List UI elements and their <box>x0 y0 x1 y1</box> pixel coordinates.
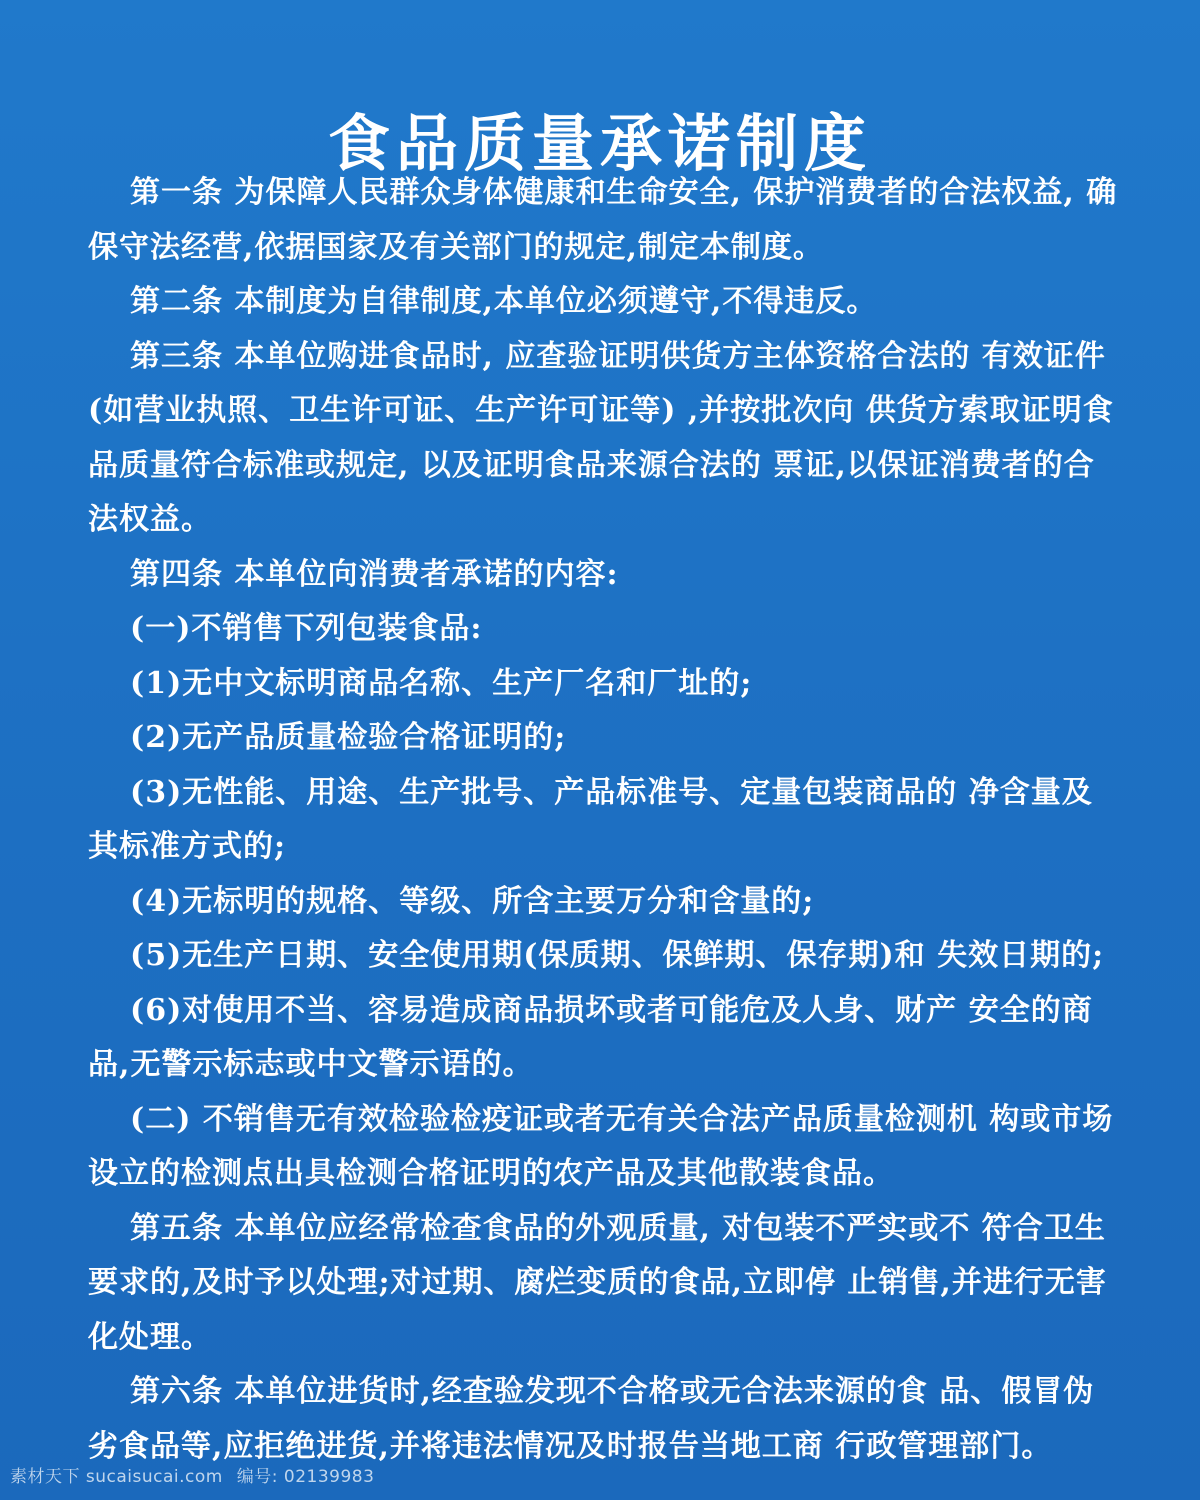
article-3: 第三条 本单位购进食品时, 应查验证明供货方主体资格合法的 有效证件(如营业执照、卫生许可证、生产许可证等) ,并按批次向 供货方索取证明食品质量符合标准或规定, 以及证明食品来源合法的 票证,以保证消费者的合法权益。 <box>88 338 1114 537</box>
watermark <box>10 1462 382 1487</box>
list-item: (2)无产品质量检验合格证明的; <box>130 720 567 755</box>
article-2: 第二条 本制度为自律制度,本单位必须遵守,不得违反。 <box>130 284 878 319</box>
article-4: 第四条 本单位向消费者承诺的内容: <box>130 556 619 592</box>
list-item: (1)无中文标明商品名称、生产厂名和厂址的; <box>130 665 753 701</box>
watermark-site: 素材天下 sucaisucai.com <box>10 1467 223 1487</box>
article-5: 第五条 本单位应经常检查食品的外观质量, 对包装不严实或不 符合卫生要求的,及时予以处理;对过期、腐烂变质的食品,立即停 止销售,并进行无害化处理。 <box>88 1210 1107 1355</box>
page-title: 食品质量承诺制度 <box>327 106 872 180</box>
article-6: 第六条 本单位进货时,经查验发现不合格或无合法来源的食 品、假冒伪劣食品等,应拒绝进货,并将违法情况及时报告当地工商 行政管理部门。 <box>88 1374 1095 1464</box>
list-item: (3)无性能、用途、生产批号、产品标准号、定量包装商品的 净含量及其标准方式的; <box>88 774 1093 864</box>
list-item: (5)无生产日期、安全使用期(保质期、保鲜期、保存期)和 失效日期的; <box>130 938 1105 973</box>
watermark-id: 编号: 02139983 <box>236 1467 375 1487</box>
article-4-section-2: (二) 不销售无有效检验检疫证或者无有关合法产品质量检测机 构或市场设立的检测点出具检测合格证明的农产品及其他散装食品。 <box>88 1101 1114 1191</box>
regulation-body <box>88 166 1123 1474</box>
article-1: 第一条 为保障人民群众身体健康和生命安全, 保护消费者的合法权益, 确保守法经营,依据国家及有关部门的规定,制定本制度。 <box>88 175 1118 265</box>
list-item: (4)无标明的规格、等级、所含主要万分和含量的; <box>130 883 815 919</box>
article-4-section-1: (一)不销售下列包装食品: <box>130 611 483 646</box>
list-item: (6)对使用不当、容易造成商品损坏或者可能危及人身、财产 安全的商品,无警示标志或中文警示语的。 <box>88 992 1093 1082</box>
